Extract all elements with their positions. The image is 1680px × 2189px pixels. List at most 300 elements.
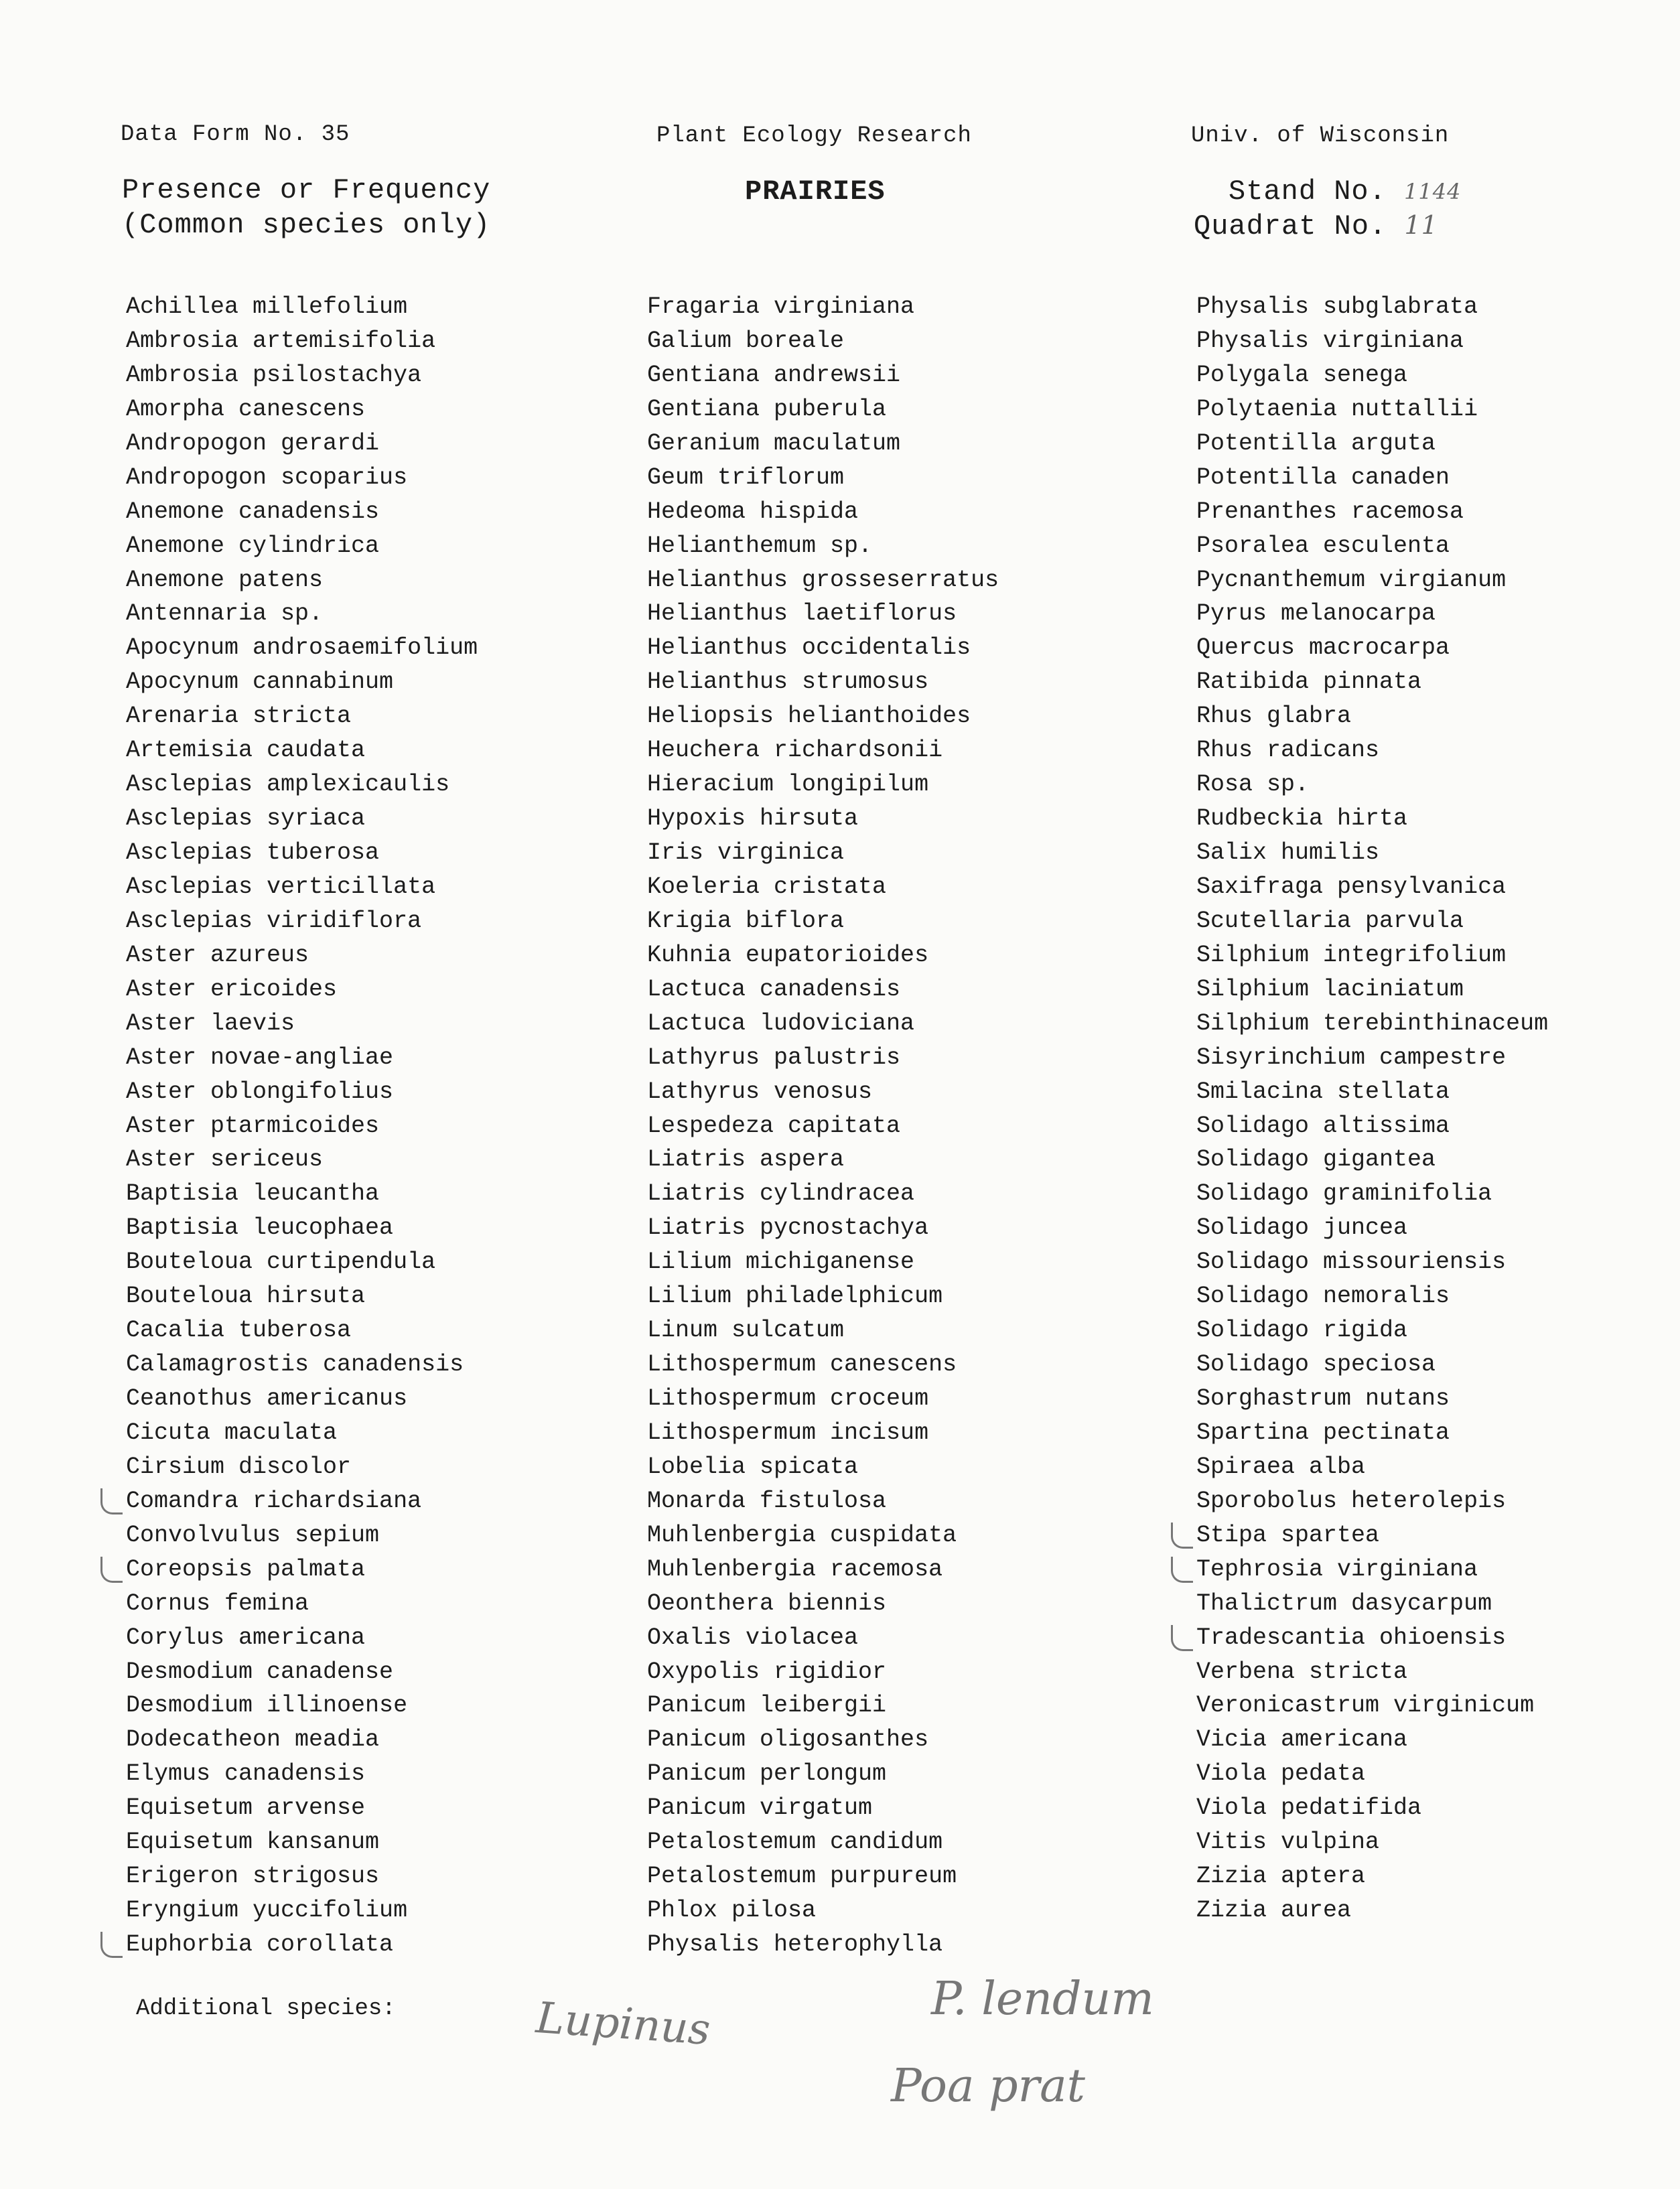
species-name: Silphium laciniatum [1196, 975, 1464, 1003]
species-name: Helianthus laetiflorus [647, 600, 957, 628]
species-name: Polytaenia nuttallii [1196, 395, 1478, 423]
species-name: Liatris pycnostachya [647, 1214, 929, 1242]
species-name: Desmodium illinoense [126, 1692, 408, 1719]
species-item [1196, 870, 1548, 904]
check-mark-icon [100, 1932, 123, 1958]
species-name: Lathyrus venosus [647, 1078, 873, 1105]
species-name: Ratibida pinnata [1196, 668, 1422, 696]
check-mark-icon [100, 1488, 123, 1514]
species-item [647, 802, 999, 836]
species-item [1196, 1416, 1548, 1450]
species-name: Apocynum cannabinum [126, 668, 394, 696]
species-name: Lithospermum incisum [647, 1419, 929, 1446]
species-name: Solidago missouriensis [1196, 1249, 1507, 1276]
species-name: Solidago nemoralis [1196, 1283, 1450, 1310]
species-item [126, 1143, 478, 1177]
species-item [1196, 563, 1548, 597]
species-name: Geum triflorum [647, 464, 845, 491]
species-item [647, 1450, 999, 1484]
species-name: Sorghastrum nutans [1196, 1385, 1450, 1412]
species-item [126, 427, 478, 461]
species-item [1196, 1109, 1548, 1143]
species-item [126, 973, 478, 1007]
species-name: Panicum leibergii [647, 1692, 887, 1719]
species-name: Psoralea esculenta [1196, 532, 1450, 559]
check-mark-icon [1171, 1557, 1193, 1583]
species-item [126, 1075, 478, 1109]
species-item [126, 699, 478, 733]
species-item [647, 1621, 999, 1655]
species-item [126, 1314, 478, 1348]
species-name: Achillea millefolium [126, 293, 408, 320]
species-name: Calamagrostis canadensis [126, 1351, 464, 1379]
species-name: Asclepias tuberosa [126, 839, 380, 866]
species-name: Anemone patens [126, 566, 324, 593]
species-item [647, 1587, 999, 1621]
species-name: Potentilla arguta [1196, 429, 1436, 457]
species-item [126, 1519, 478, 1553]
species-name: Rhus radicans [1196, 737, 1380, 764]
species-item [647, 1757, 999, 1791]
species-name: Verbena stricta [1196, 1658, 1408, 1685]
species-item [126, 836, 478, 870]
species-item [1196, 973, 1548, 1007]
species-name: Cicuta maculata [126, 1419, 338, 1446]
species-item [126, 870, 478, 904]
species-item [1196, 1553, 1548, 1587]
species-name: Aster azureus [126, 941, 309, 969]
species-name: Euphorbia corollata [126, 1931, 394, 1958]
species-item [1196, 1245, 1548, 1279]
species-item [1196, 733, 1548, 768]
species-item [1196, 1689, 1548, 1723]
species-name: Rhus glabra [1196, 703, 1352, 730]
stand-label: Stand No. [1229, 175, 1387, 208]
species-item [1196, 1655, 1548, 1689]
species-name: Convolvulus sepium [126, 1521, 380, 1549]
species-item [647, 1109, 999, 1143]
species-name: Petalostemum purpureum [647, 1863, 957, 1890]
species-name: Andropogon scoparius [126, 464, 408, 491]
species-item [647, 1894, 999, 1928]
species-name: Silphium integrifolium [1196, 941, 1507, 969]
species-name: Prenanthes racemosa [1196, 498, 1464, 525]
species-item [126, 1450, 478, 1484]
form-title-line2: (Common species only) [122, 209, 491, 241]
species-item [647, 768, 999, 802]
species-item [1196, 1279, 1548, 1314]
check-mark-icon [100, 1557, 123, 1583]
species-item [1196, 427, 1548, 461]
species-name: Elymus canadensis [126, 1760, 366, 1788]
species-item [126, 324, 478, 358]
species-name: Lobelia spicata [647, 1453, 859, 1480]
species-name: Fragaria virginiana [647, 293, 915, 320]
species-name: Aster ericoides [126, 975, 338, 1003]
species-item [647, 1041, 999, 1075]
form-title-line1: Presence or Frequency [122, 174, 491, 206]
species-name: Panicum perlongum [647, 1760, 887, 1788]
species-name: Lilium michiganense [647, 1249, 915, 1276]
species-column-1 [126, 290, 478, 1962]
species-item [126, 358, 478, 393]
species-item [1196, 393, 1548, 427]
species-item [647, 597, 999, 631]
species-item [647, 1279, 999, 1314]
species-item [1196, 1177, 1548, 1211]
species-item [1196, 904, 1548, 938]
species-name: Cacalia tuberosa [126, 1317, 352, 1344]
species-item [126, 597, 478, 631]
species-name: Aster sericeus [126, 1146, 324, 1174]
species-item [1196, 358, 1548, 393]
species-item [126, 1655, 478, 1689]
species-item [126, 768, 478, 802]
species-item [126, 1484, 478, 1519]
species-name: Kuhnia eupatorioides [647, 941, 929, 969]
species-item [126, 1109, 478, 1143]
species-name: Oeonthera biennis [647, 1590, 887, 1617]
species-item [126, 631, 478, 665]
species-item [1196, 1894, 1548, 1928]
species-name: Pyrus melanocarpa [1196, 600, 1436, 628]
species-item [126, 1894, 478, 1928]
species-name: Physalis subglabrata [1196, 293, 1478, 320]
species-item [126, 1007, 478, 1041]
species-name: Heuchera richardsonii [647, 737, 943, 764]
species-name: Monarda fistulosa [647, 1487, 887, 1514]
species-name: Liatris aspera [647, 1146, 845, 1174]
check-mark-icon [1171, 1523, 1193, 1549]
species-name: Bouteloua curtipendula [126, 1249, 436, 1276]
species-name: Viola pedatifida [1196, 1794, 1422, 1822]
species-name: Krigia biflora [647, 907, 845, 934]
species-name: Phlox pilosa [647, 1897, 817, 1924]
species-name: Koeleria cristata [647, 873, 887, 900]
species-name: Rosa sp. [1196, 771, 1310, 798]
species-item [126, 1621, 478, 1655]
species-name: Lathyrus palustris [647, 1044, 901, 1071]
species-name: Heliopsis helianthoides [647, 703, 971, 730]
species-item [1196, 1143, 1548, 1177]
species-name: Corylus americana [126, 1624, 366, 1651]
species-name: Oxalis violacea [647, 1624, 859, 1651]
species-name: Ambrosia artemisifolia [126, 327, 436, 354]
species-name: Dodecatheon meadia [126, 1726, 380, 1754]
species-item [126, 495, 478, 529]
species-item [126, 1757, 478, 1791]
species-name: Lactuca canadensis [647, 975, 901, 1003]
species-item [1196, 699, 1548, 733]
species-item [1196, 1825, 1548, 1859]
species-name: Cornus femina [126, 1590, 309, 1617]
species-item [1196, 1859, 1548, 1894]
species-name: Hypoxis hirsuta [647, 805, 859, 833]
species-name: Solidago gigantea [1196, 1146, 1436, 1174]
species-item [126, 665, 478, 699]
species-name: Liatris cylindracea [647, 1180, 915, 1208]
stand-number [1229, 174, 1462, 209]
species-item [647, 836, 999, 870]
quadrat-number [1194, 208, 1438, 244]
species-item [126, 1177, 478, 1211]
species-name: Eryngium yuccifolium [126, 1897, 408, 1924]
species-name: Stipa spartea [1196, 1521, 1380, 1549]
species-item [1196, 1723, 1548, 1757]
species-name: Aster novae-angliae [126, 1044, 394, 1071]
species-item [647, 1007, 999, 1041]
species-name: Asclepias viridiflora [126, 907, 422, 934]
species-name: Ceanothus americanus [126, 1385, 408, 1412]
species-name: Iris virginica [647, 839, 845, 866]
species-item [1196, 938, 1548, 973]
species-item [1196, 1621, 1548, 1655]
species-item [126, 733, 478, 768]
species-item [126, 1723, 478, 1757]
species-item [647, 1211, 999, 1245]
species-name: Muhlenbergia cuspidata [647, 1521, 957, 1549]
check-mark-icon [1171, 1625, 1193, 1651]
species-item [647, 1723, 999, 1757]
species-item [647, 631, 999, 665]
species-item [1196, 1484, 1548, 1519]
species-item [126, 1211, 478, 1245]
species-item [1196, 529, 1548, 563]
species-item [647, 324, 999, 358]
species-item [1196, 1757, 1548, 1791]
species-item [126, 529, 478, 563]
species-item [126, 1825, 478, 1859]
species-item [126, 290, 478, 324]
species-item [126, 1689, 478, 1723]
species-item [647, 904, 999, 938]
species-name: Linum sulcatum [647, 1317, 845, 1344]
species-name: Rudbeckia hirta [1196, 805, 1408, 833]
species-item [1196, 1587, 1548, 1621]
species-name: Physalis heterophylla [647, 1931, 943, 1958]
species-name: Solidago juncea [1196, 1214, 1408, 1242]
species-item [126, 1041, 478, 1075]
species-name: Zizia aurea [1196, 1897, 1352, 1924]
species-item [126, 1791, 478, 1825]
species-item [1196, 290, 1548, 324]
species-name: Aster oblongifolius [126, 1078, 394, 1105]
species-item [647, 1519, 999, 1553]
species-item [1196, 1791, 1548, 1825]
species-item [126, 1587, 478, 1621]
species-name: Helianthus strumosus [647, 668, 929, 696]
species-name: Coreopsis palmata [126, 1555, 366, 1583]
handwritten-species-1: Lupinus [534, 1993, 712, 2055]
species-name: Geranium maculatum [647, 429, 901, 457]
handwritten-species-3: Poa prat [891, 2060, 1085, 2113]
species-name: Apocynum androsaemifolium [126, 634, 478, 662]
species-item [647, 870, 999, 904]
species-name: Galium boreale [647, 327, 845, 354]
species-item [1196, 1211, 1548, 1245]
species-name: Asclepias verticillata [126, 873, 436, 900]
species-item [1196, 1007, 1548, 1041]
species-item [1196, 768, 1548, 802]
species-item [647, 1177, 999, 1211]
species-item [647, 1143, 999, 1177]
species-item [126, 1279, 478, 1314]
species-item [647, 1075, 999, 1109]
species-name: Lithospermum croceum [647, 1385, 929, 1412]
species-name: Silphium terebinthinaceum [1196, 1009, 1549, 1037]
species-name: Sisyrinchium campestre [1196, 1044, 1507, 1071]
species-item [1196, 1348, 1548, 1382]
species-item [647, 393, 999, 427]
species-item [1196, 495, 1548, 529]
species-name: Smilacina stellata [1196, 1078, 1450, 1105]
species-name: Saxifraga pensylvanica [1196, 873, 1507, 900]
species-item [647, 1689, 999, 1723]
species-item [1196, 597, 1548, 631]
species-name: Amorpha canescens [126, 395, 366, 423]
species-item [647, 1825, 999, 1859]
species-item [126, 461, 478, 495]
university: Univ. of Wisconsin [1191, 123, 1450, 149]
species-name: Quercus macrocarpa [1196, 634, 1450, 662]
species-item [1196, 1450, 1548, 1484]
species-name: Lilium philadelphicum [647, 1283, 943, 1310]
species-name: Cirsium discolor [126, 1453, 352, 1480]
species-name: Viola pedata [1196, 1760, 1366, 1788]
species-name: Lactuca ludoviciana [647, 1009, 915, 1037]
species-item [1196, 461, 1548, 495]
species-name: Erigeron strigosus [126, 1863, 380, 1890]
species-column-3 [1196, 290, 1548, 1928]
species-name: Artemisia caudata [126, 737, 366, 764]
species-name: Helianthus grosseserratus [647, 566, 999, 593]
species-item [647, 358, 999, 393]
quadrat-label: Quadrat No. [1194, 210, 1387, 242]
community-title: PRAIRIES [745, 175, 886, 208]
species-name: Andropogon gerardi [126, 429, 380, 457]
species-name: Physalis virginiana [1196, 327, 1464, 354]
species-name: Gentiana puberula [647, 395, 887, 423]
species-item [1196, 1519, 1548, 1553]
species-item [1196, 1314, 1548, 1348]
institution: Plant Ecology Research [656, 123, 972, 149]
species-item [647, 1314, 999, 1348]
additional-species-label: Additional species: [136, 1996, 396, 2022]
species-item [126, 904, 478, 938]
species-name: Equisetum kansanum [126, 1829, 380, 1856]
species-item [647, 1553, 999, 1587]
species-column-2 [647, 290, 999, 1962]
species-name: Ambrosia psilostachya [126, 361, 422, 389]
species-name: Zizia aptera [1196, 1863, 1366, 1890]
species-name: Vicia americana [1196, 1726, 1408, 1754]
species-item [647, 1928, 999, 1962]
species-item [647, 495, 999, 529]
species-item [1196, 802, 1548, 836]
species-name: Anemone canadensis [126, 498, 380, 525]
species-name: Veronicastrum virginicum [1196, 1692, 1535, 1719]
species-name: Aster laevis [126, 1009, 295, 1037]
species-name: Solidago graminifolia [1196, 1180, 1492, 1208]
species-item [126, 1859, 478, 1894]
species-item [126, 1348, 478, 1382]
species-name: Thalictrum dasycarpum [1196, 1590, 1492, 1617]
species-item [1196, 665, 1548, 699]
species-name: Hedeoma hispida [647, 498, 859, 525]
species-name: Solidago speciosa [1196, 1351, 1436, 1379]
species-name: Baptisia leucantha [126, 1180, 380, 1208]
species-name: Tephrosia virginiana [1196, 1555, 1478, 1583]
species-name: Asclepias amplexicaulis [126, 771, 450, 798]
species-item [647, 1655, 999, 1689]
species-item [647, 1245, 999, 1279]
species-item [126, 1416, 478, 1450]
species-name: Gentiana andrewsii [647, 361, 901, 389]
species-name: Asclepias syriaca [126, 805, 366, 833]
species-item [647, 1382, 999, 1416]
species-item [647, 427, 999, 461]
species-name: Polygala senega [1196, 361, 1408, 389]
species-item [1196, 1382, 1548, 1416]
species-name: Vitis vulpina [1196, 1829, 1380, 1856]
species-item [647, 290, 999, 324]
species-item [126, 563, 478, 597]
species-name: Helianthus occidentalis [647, 634, 971, 662]
species-name: Helianthemum sp. [647, 532, 873, 559]
species-name: Spiraea alba [1196, 1453, 1366, 1480]
species-name: Solidago rigida [1196, 1317, 1408, 1344]
species-item [647, 563, 999, 597]
species-item [126, 802, 478, 836]
species-name: Antennaria sp. [126, 600, 324, 628]
species-item [647, 1791, 999, 1825]
species-item [647, 665, 999, 699]
species-item [1196, 1041, 1548, 1075]
species-name: Spartina pectinata [1196, 1419, 1450, 1446]
species-name: Bouteloua hirsuta [126, 1283, 366, 1310]
species-name: Muhlenbergia racemosa [647, 1555, 943, 1583]
species-item [1196, 324, 1548, 358]
species-item [126, 1553, 478, 1587]
species-name: Potentilla canaden [1196, 464, 1450, 491]
species-item [647, 1416, 999, 1450]
species-item [647, 699, 999, 733]
species-item [1196, 631, 1548, 665]
quadrat-value: 11 [1404, 210, 1438, 240]
species-name: Pycnanthemum virgianum [1196, 566, 1507, 593]
species-name: Solidago altissima [1196, 1112, 1450, 1139]
species-name: Panicum virgatum [647, 1794, 873, 1822]
species-item [1196, 836, 1548, 870]
species-name: Sporobolus heterolepis [1196, 1487, 1507, 1514]
species-name: Salix humilis [1196, 839, 1380, 866]
species-item [647, 1484, 999, 1519]
handwritten-species-2: P. lendum [931, 1973, 1154, 2026]
stand-value: 1144 [1404, 179, 1462, 204]
species-name: Tradescantia ohioensis [1196, 1624, 1507, 1651]
species-name: Anemone cylindrica [126, 532, 380, 559]
species-item [126, 1382, 478, 1416]
species-name: Lespedeza capitata [647, 1112, 901, 1139]
species-name: Equisetum arvense [126, 1794, 366, 1822]
species-item [647, 733, 999, 768]
species-name: Aster ptarmicoides [126, 1112, 380, 1139]
species-name: Comandra richardsiana [126, 1487, 422, 1514]
species-name: Oxypolis rigidior [647, 1658, 887, 1685]
form-number: Data Form No. 35 [121, 122, 350, 147]
species-item [647, 529, 999, 563]
species-name: Hieracium longipilum [647, 771, 929, 798]
